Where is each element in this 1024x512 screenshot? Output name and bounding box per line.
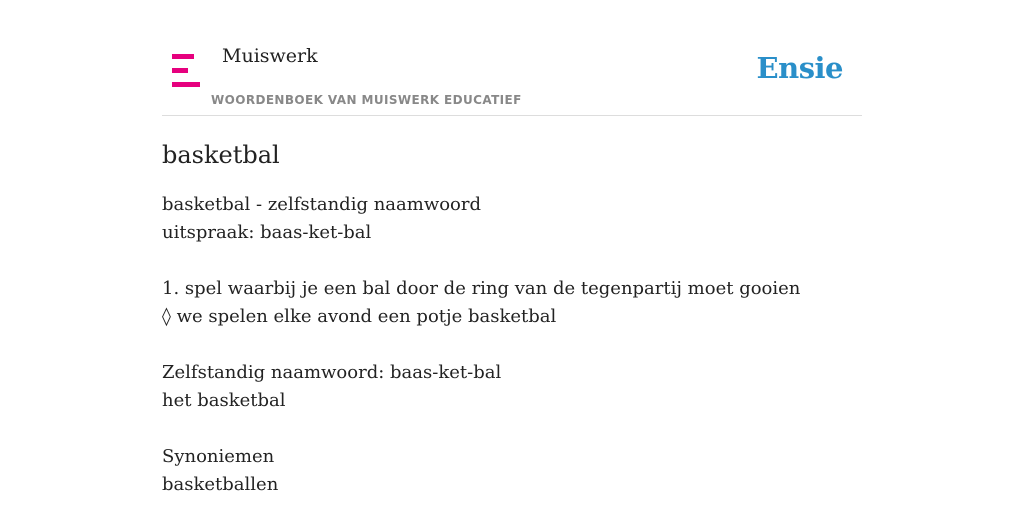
entry-spacer xyxy=(162,331,862,359)
entry-spacer xyxy=(162,415,862,443)
entry-line-synonyms-heading: Synoniemen xyxy=(162,446,275,467)
entry-line-synonym: basketballen xyxy=(162,474,279,495)
site-header xyxy=(162,0,862,116)
ensie-brand-logo[interactable]: Ensie xyxy=(756,51,843,85)
entry-line-noun-heading: Zelfstandig naamwoord: baas-ket-bal xyxy=(162,362,502,383)
entry-content xyxy=(162,138,862,499)
source-subtitle: WOORDENBOEK VAN MUISWERK EDUCATIEF xyxy=(211,93,522,107)
entry-line-pronunciation: uitspraak: baas-ket-bal xyxy=(162,222,372,243)
entry-line-definition: 1. spel waarbij je een bal door de ring van de tegenpartij moet gooien xyxy=(162,278,801,299)
muiswerk-logo-icon[interactable] xyxy=(172,54,200,88)
source-name[interactable]: Muiswerk xyxy=(222,45,318,67)
entry-line-pos: basketbal - zelfstandig naamwoord xyxy=(162,194,482,215)
entry-spacer xyxy=(162,247,862,275)
entry-line-article: het basketbal xyxy=(162,390,286,411)
page-title: basketbal xyxy=(162,141,280,169)
definition-body xyxy=(162,191,862,499)
entry-line-example: ◊ we spelen elke avond een potje basketbal xyxy=(162,306,557,327)
